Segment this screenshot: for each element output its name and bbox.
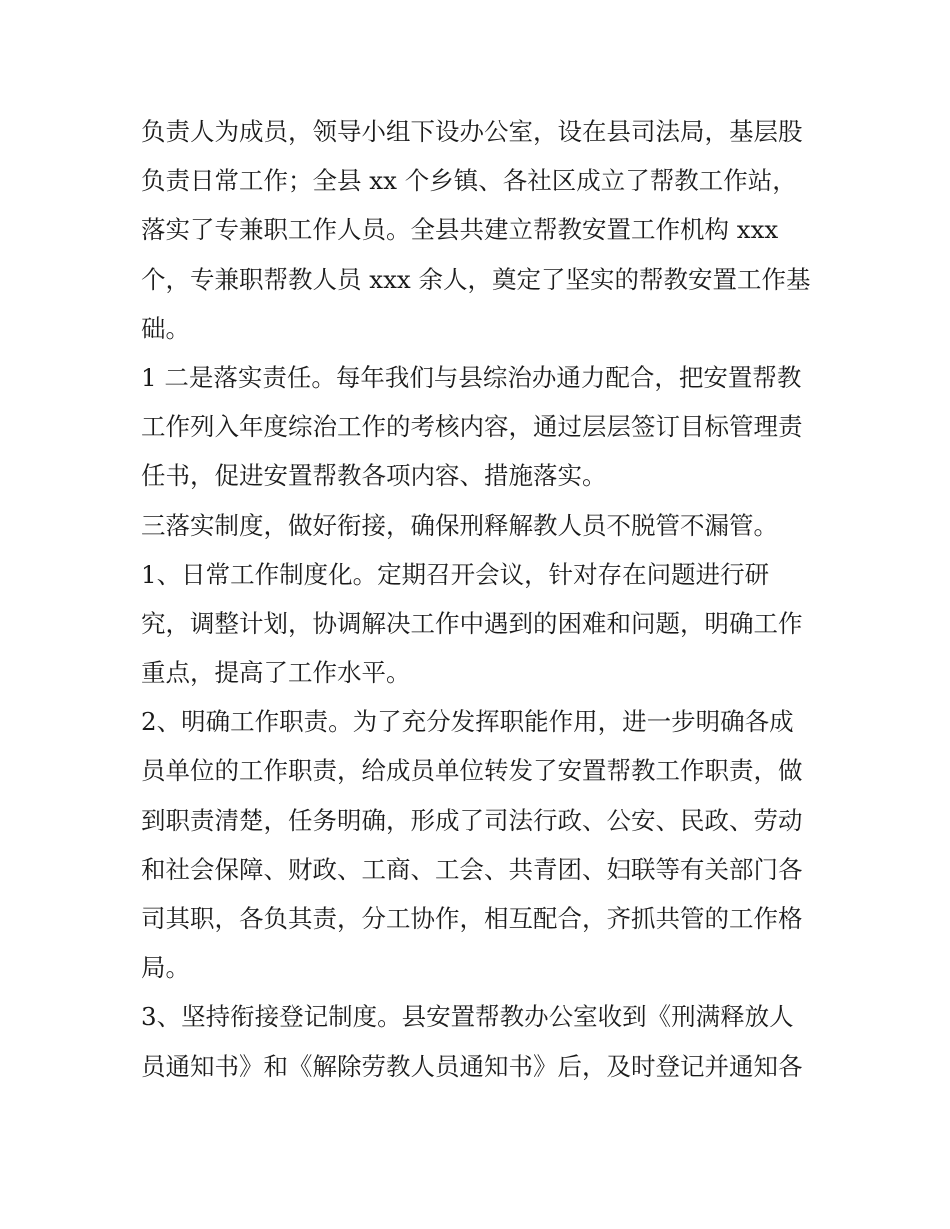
- text-line: 落实了专兼职工作人员。全县共建立帮教安置工作机构 xxx: [141, 215, 779, 245]
- text-line: 2、明确工作职责。为了充分发挥职能作用，进一步明确各成: [141, 707, 794, 737]
- text-line: 1 二是落实责任。每年我们与县综治办通力配合，把安置帮教: [141, 362, 802, 392]
- text-line: 工作列入年度综治工作的考核内容，通过层层签订目标管理责: [141, 412, 803, 442]
- text-line: 础。: [141, 313, 190, 343]
- text-line: 三落实制度，做好衔接，确保刑释解教人员不脱管不漏管。: [141, 510, 778, 540]
- text-line: 员单位的工作职责，给成员单位转发了安置帮教工作职责，做: [141, 756, 803, 786]
- text-line: 重点，提高了工作水平。: [141, 658, 411, 688]
- text-line: 负责日常工作；全县 xx 个乡镇、各社区成立了帮教工作站，: [141, 166, 797, 196]
- text-line: 到职责清楚，任务明确，形成了司法行政、公安、民政、劳动: [141, 805, 803, 835]
- text-line: 负责人为成员，领导小组下设办公室，设在县司法局，基层股: [141, 117, 803, 146]
- text-line: 究，调整计划，协调解决工作中遇到的困难和问题，明确工作: [141, 608, 803, 638]
- text-line: 局。: [141, 953, 190, 983]
- text-line: 司其职，各负其责，分工协作，相互配合，齐抓共管的工作格: [141, 904, 803, 933]
- text-line: 个，专兼职帮教人员 xxx 余人，奠定了坚实的帮教安置工作基: [141, 264, 811, 294]
- text-line: 员通知书》和《解除劳教人员通知书》后，及时登记并通知各: [141, 1051, 803, 1081]
- text-line: 1、日常工作制度化。定期召开会议，针对存在问题进行研: [141, 559, 770, 589]
- text-line: 3、坚持衔接登记制度。县安置帮教办公室收到《刑满释放人: [141, 1002, 794, 1032]
- text-line: 任书，促进安置帮教各项内容、措施落实。: [141, 461, 607, 491]
- text-line: 和社会保障、财政、工商、工会、共青团、妇联等有关部门各: [141, 854, 803, 884]
- document-body: [141, 107, 821, 1091]
